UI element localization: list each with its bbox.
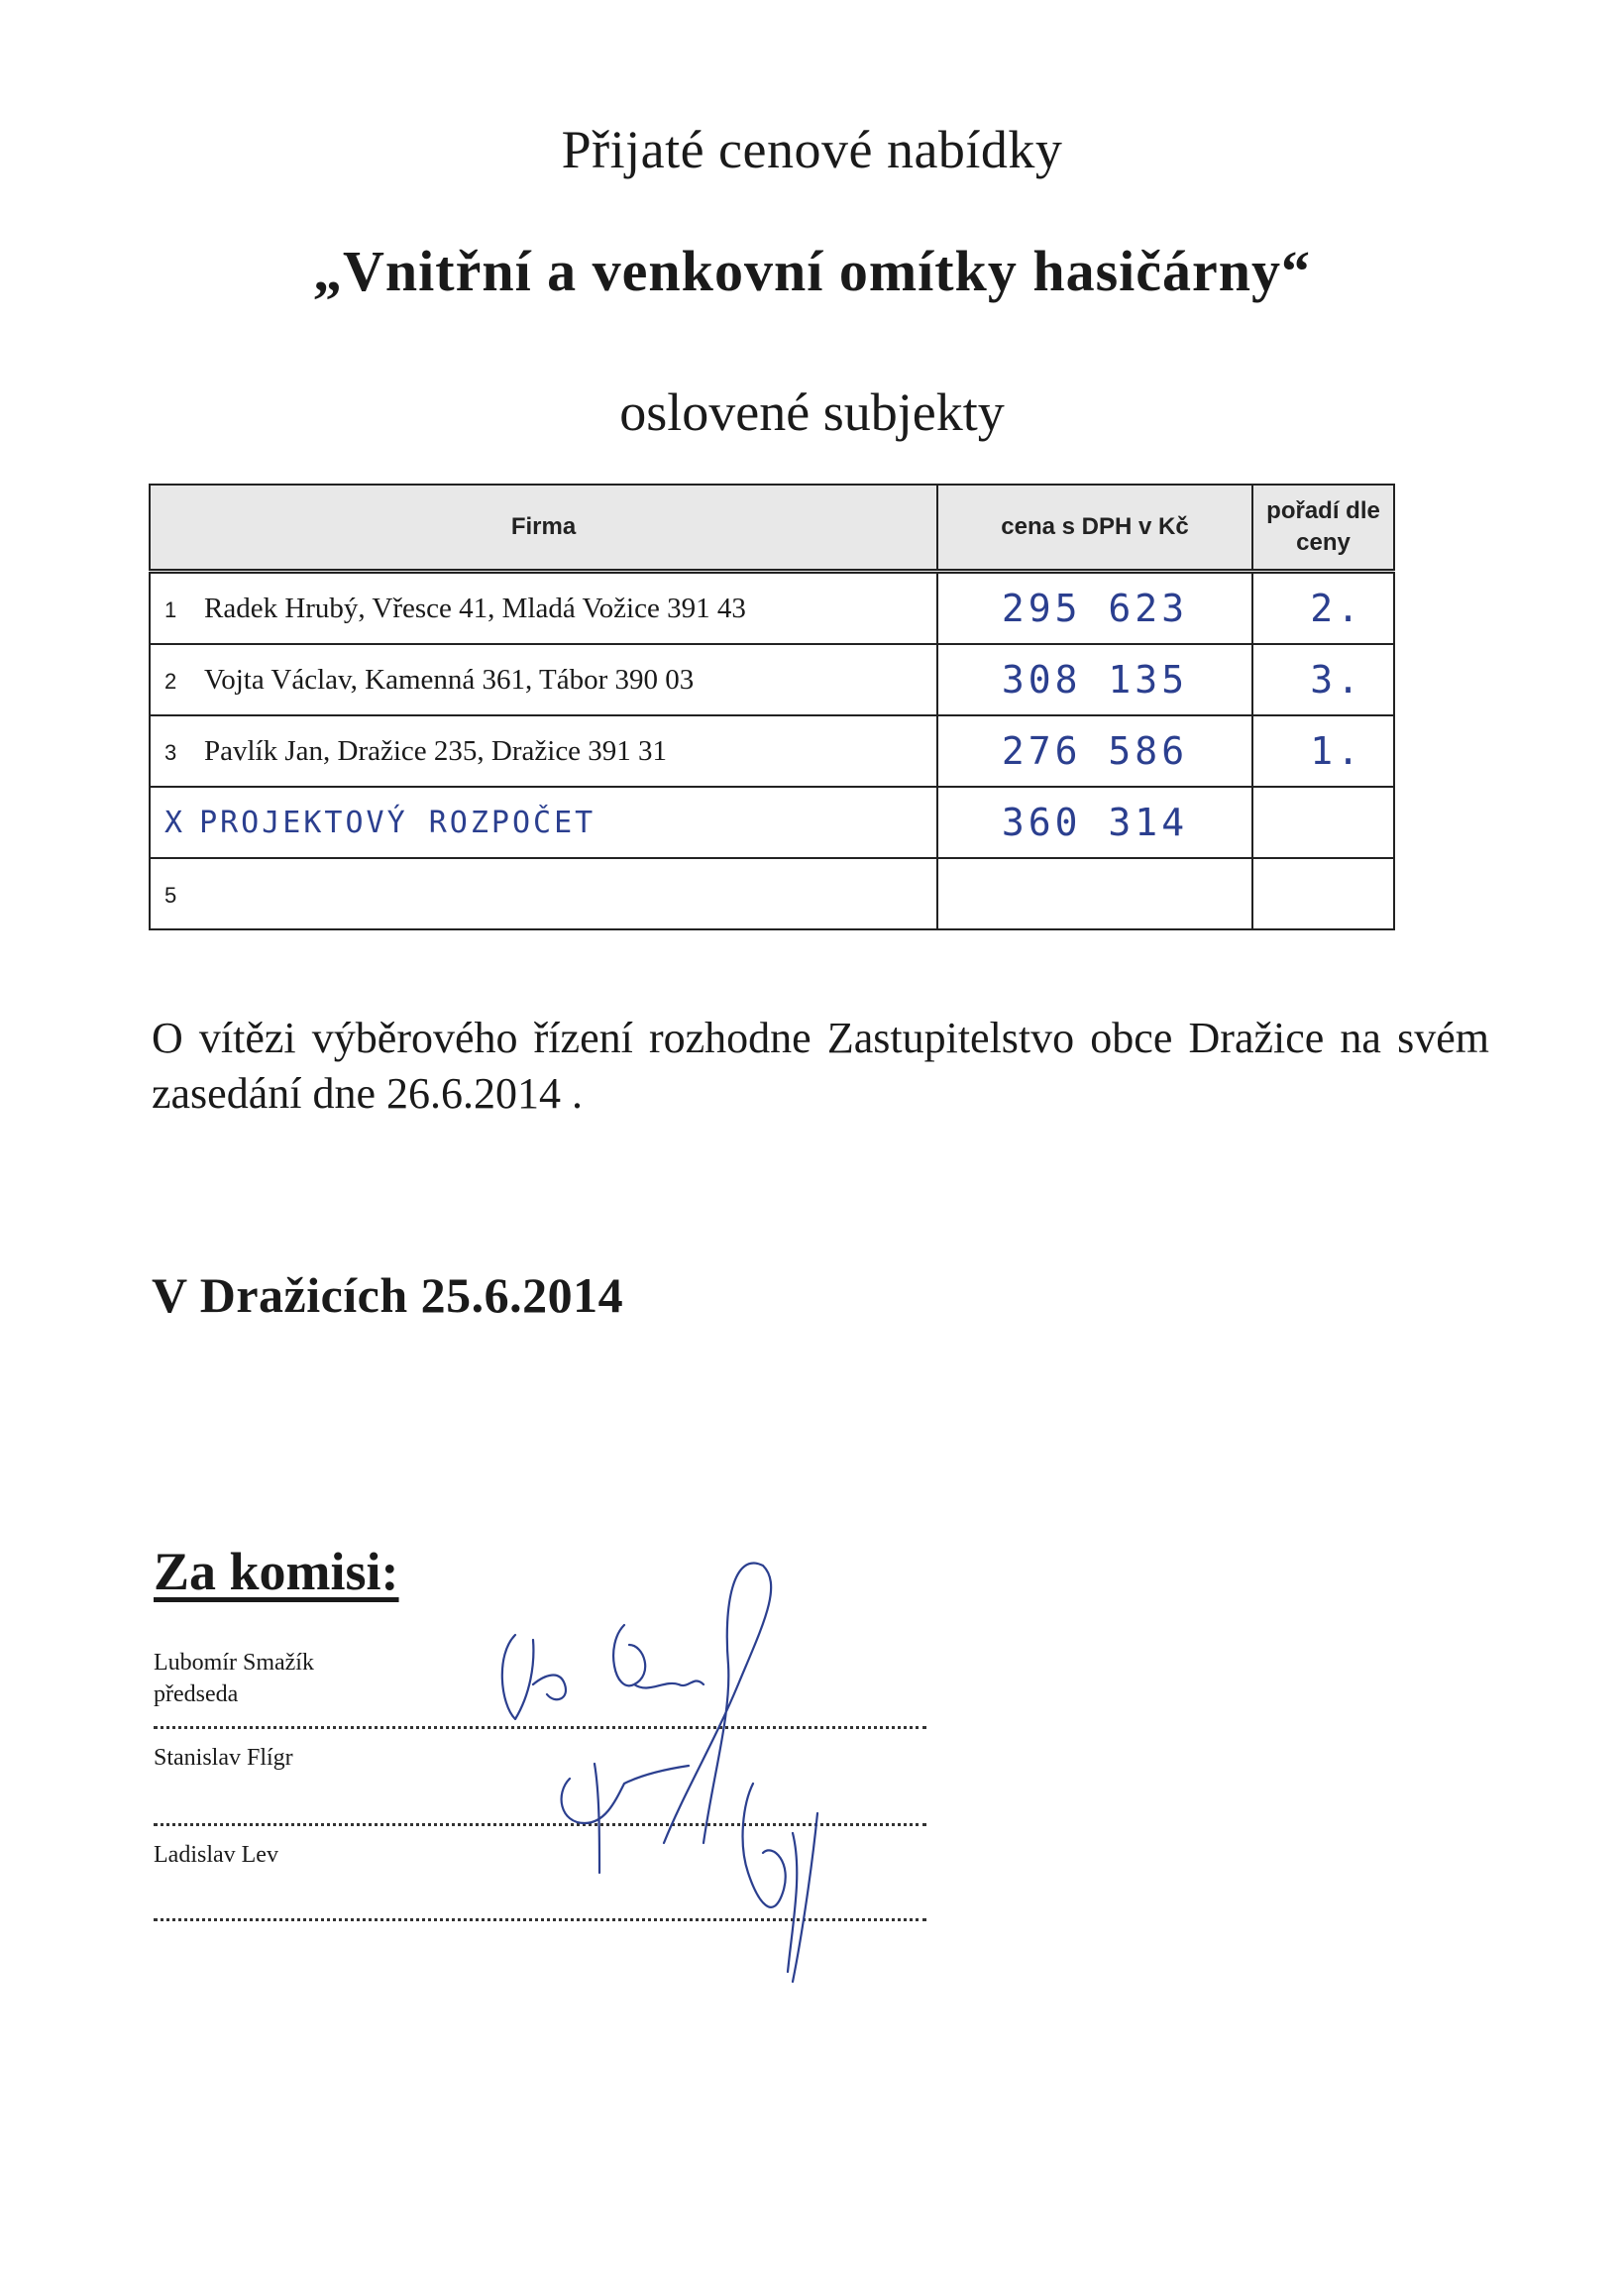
table-row xyxy=(150,787,1394,858)
signature-smazik-2 xyxy=(613,1625,704,1688)
price-cell: 360 314 xyxy=(937,787,1252,858)
document-subtitle: oslovené subjekty xyxy=(619,382,1005,442)
table-header-row xyxy=(150,485,1394,572)
price-cell: 295 623 xyxy=(937,572,1252,645)
signature-fligr xyxy=(562,1764,689,1873)
member-name: Lubomír Smažík xyxy=(154,1650,314,1676)
order-cell xyxy=(1252,787,1394,858)
order-cell: 2. xyxy=(1252,572,1394,645)
firm-cell xyxy=(150,858,937,929)
signature-smazik-3 xyxy=(664,1564,771,1843)
signature-smazik xyxy=(502,1635,566,1719)
decision-statement: O vítězi výběrového řízení rozhodne Zastupitelstvo obce Dražice na svém zasedání dne 26.6.2014 . xyxy=(152,1014,1489,1118)
order-cell xyxy=(1252,858,1394,929)
member-name: Ladislav Lev xyxy=(154,1842,278,1868)
document-subject: „Vnitřní a venkovní omítky hasičárny“ xyxy=(313,239,1311,303)
row-number-crossed: X xyxy=(164,805,186,840)
firm-name: Pavlík Jan, Dražice 235, Dražice 391 31 xyxy=(204,734,668,767)
committee-heading: Za komisi: xyxy=(154,1542,399,1601)
firm-cell xyxy=(150,572,937,645)
row-number: 1 xyxy=(164,596,177,622)
price-cell xyxy=(937,858,1252,929)
member-third xyxy=(154,1839,278,1871)
member-role: předseda xyxy=(154,1681,239,1707)
firm-cell xyxy=(150,644,937,715)
firm-name-handwritten: PROJEKTOVÝ ROZPOČET xyxy=(199,805,596,840)
row-number: 3 xyxy=(164,739,177,765)
price-cell: 308 135 xyxy=(937,644,1252,715)
header-price: cena s DPH v Kč xyxy=(937,485,1252,572)
firm-name: Vojta Václav, Kamenná 361, Tábor 390 03 xyxy=(204,663,695,696)
order-cell: 1. xyxy=(1252,715,1394,787)
table-row xyxy=(150,715,1394,787)
row-number: 5 xyxy=(164,882,177,908)
firm-name: Radek Hrubý, Vřesce 41, Mladá Vožice 391 43 xyxy=(204,592,746,624)
table-row xyxy=(150,644,1394,715)
firm-cell xyxy=(150,715,937,787)
header-firm: Firma xyxy=(150,485,937,572)
member-name: Stanislav Flígr xyxy=(154,1745,293,1771)
member-chairman xyxy=(154,1647,314,1710)
signature-lev xyxy=(743,1784,817,1982)
table-row xyxy=(150,572,1394,645)
firm-cell-handwritten xyxy=(150,787,937,858)
document-title: Přijaté cenové nabídky xyxy=(561,120,1063,179)
member-second xyxy=(154,1742,293,1774)
price-cell: 276 586 xyxy=(937,715,1252,787)
header-order: pořadí dle ceny xyxy=(1252,485,1394,572)
bids-table xyxy=(149,484,1395,930)
table-row xyxy=(150,858,1394,929)
row-number: 2 xyxy=(164,668,177,694)
handwritten-signatures xyxy=(476,1546,951,2021)
place-date: V Dražicích 25.6.2014 xyxy=(152,1267,624,1323)
order-cell: 3. xyxy=(1252,644,1394,715)
